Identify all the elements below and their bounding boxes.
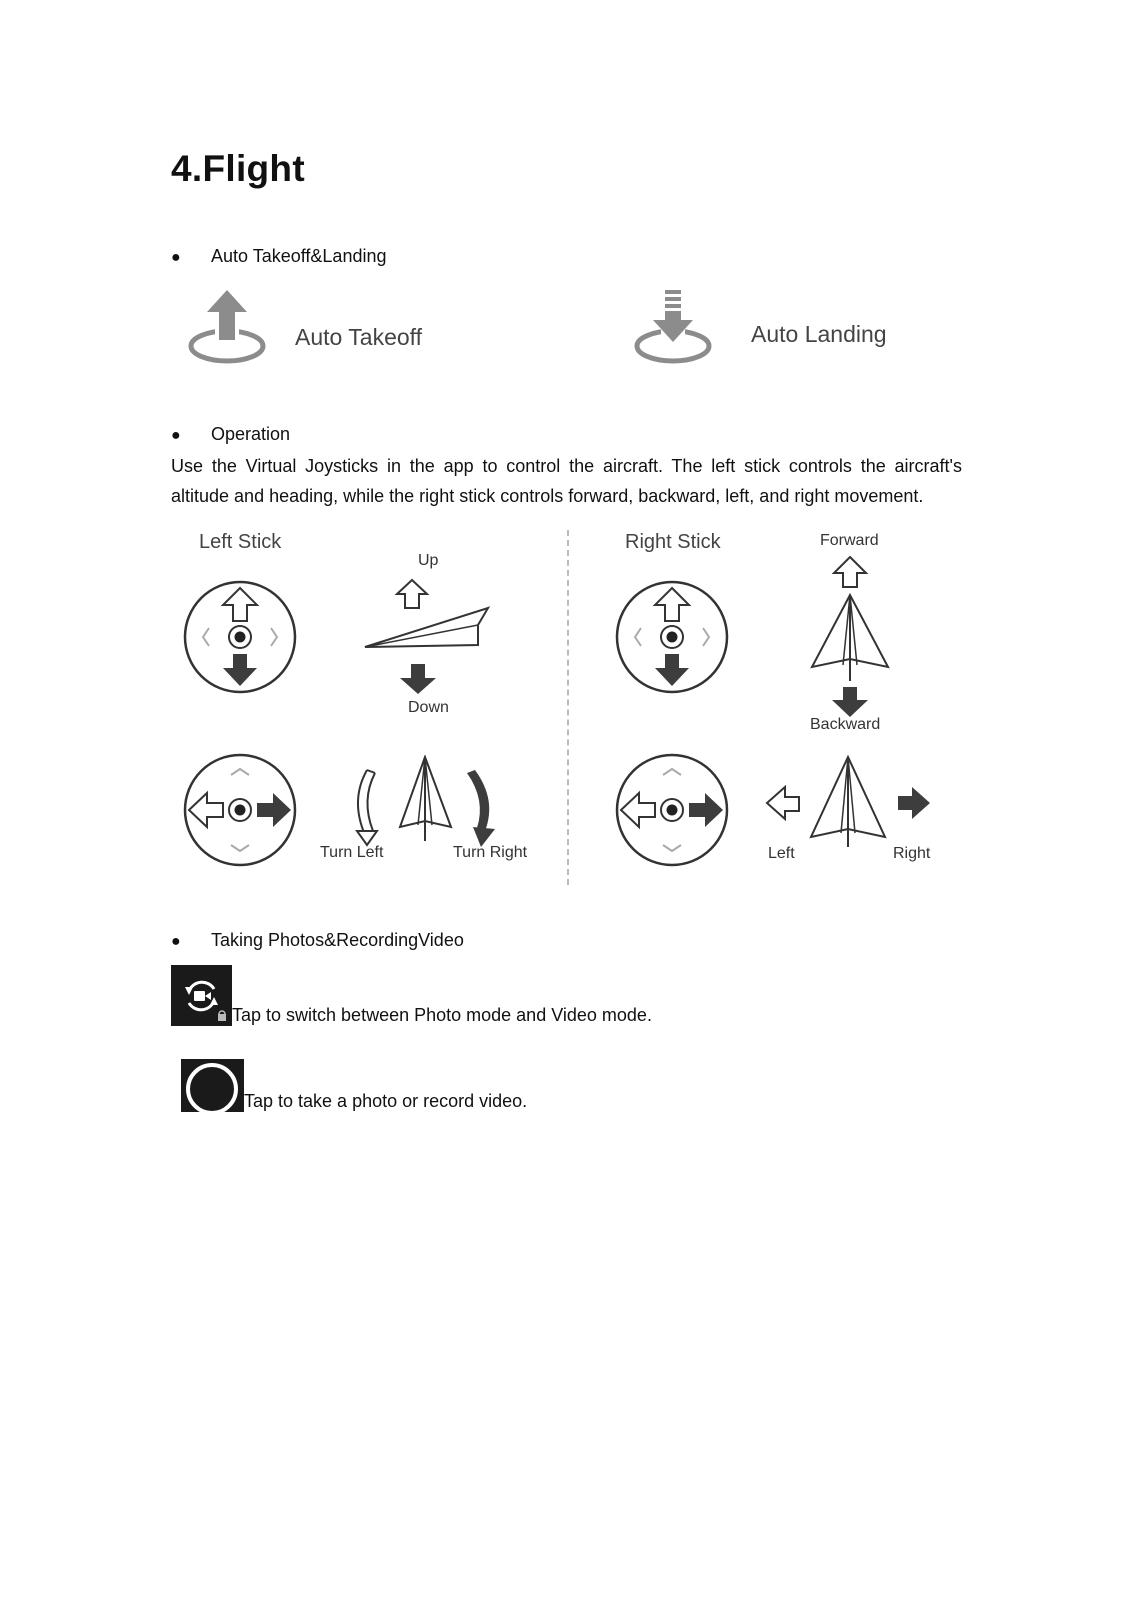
auto-landing-label: Auto Landing [751, 321, 887, 347]
right-stick-forward-icon [615, 580, 730, 695]
turn-left-label: Turn Left [320, 844, 384, 861]
bullet-text: Taking Photos&RecordingVideo [211, 930, 464, 950]
backward-label: Backward [810, 716, 881, 733]
bullet-text: Auto Takeoff&Landing [211, 246, 387, 266]
turn-right-label: Turn Right [453, 844, 528, 861]
shutter-text: Tap to take a photo or record video. [244, 1091, 528, 1111]
shutter-row [181, 1059, 527, 1112]
right-stick-title: Right Stick [625, 531, 721, 553]
forward-plane-icon [808, 555, 893, 720]
bullet-dot: ● [171, 249, 181, 266]
bullet-operation [171, 424, 290, 445]
bullet-photos-video [171, 930, 464, 951]
bullet-text: Operation [211, 424, 291, 444]
left-stick-updown-icon [183, 580, 298, 695]
bullet-dot: ● [171, 427, 181, 444]
up-label: Up [418, 552, 439, 569]
auto-takeoff-icon [185, 288, 270, 368]
left-stick-title: Left Stick [199, 531, 282, 553]
stick-divider [567, 530, 569, 885]
left-label: Left [768, 845, 795, 862]
switch-mode-text: Tap to switch between Photo mode and Video mode. [232, 1005, 652, 1025]
turn-plane-icon [345, 755, 505, 850]
switch-mode-row [171, 965, 652, 1026]
down-label: Down [408, 699, 449, 716]
altitude-plane-icon [360, 578, 495, 698]
camera-switch-icon [171, 965, 232, 1026]
auto-takeoff-label: Auto Takeoff [295, 324, 423, 350]
bullet-dot: ● [171, 933, 181, 950]
shutter-icon [181, 1059, 244, 1112]
bullet-auto-takeoff-landing [171, 246, 386, 267]
right-stick-lateral-icon [615, 753, 730, 868]
right-label: Right [893, 845, 931, 862]
page-title: 4.Flight [171, 148, 305, 189]
forward-label: Forward [820, 532, 879, 549]
operation-paragraph: Use the Virtual Joysticks in the app to control the aircraft. The left stick controls the aircraft's altitude and heading, while the right stick controls forward, backward, left, and right movement. [171, 456, 962, 506]
left-stick-turn-icon [183, 753, 298, 868]
lateral-plane-icon [765, 755, 935, 850]
auto-landing-icon [631, 288, 716, 368]
